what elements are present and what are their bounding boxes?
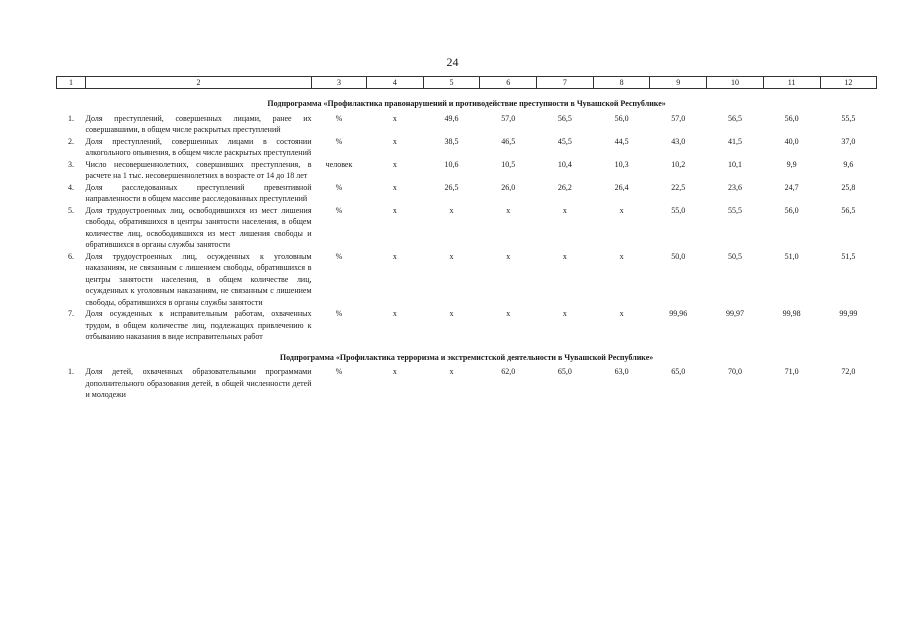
unit-cell: % <box>335 309 343 318</box>
value-cell: x <box>562 205 567 215</box>
table-body <box>57 89 877 401</box>
value-cell: 99,96 <box>669 309 688 318</box>
subprogram-heading-row <box>57 343 877 367</box>
value-cell: 24,7 <box>784 182 799 192</box>
column-header: 10 <box>707 77 764 89</box>
value-cell: x <box>449 251 454 261</box>
value-cell: 55,5 <box>727 205 742 215</box>
value-cell: 50,5 <box>727 251 742 261</box>
indicator-name: Число несовершеннолетних, совершивших преступления, в расчете на 1 тыс. несовершеннолетних в возрасте от 14 до 18 лет <box>85 159 312 180</box>
column-header: 11 <box>763 77 820 89</box>
value-cell: 99,98 <box>782 309 801 318</box>
value-cell: x <box>506 251 511 261</box>
value-cell: 51,5 <box>841 251 856 261</box>
table-row <box>57 308 877 343</box>
value-cell: 10,5 <box>501 159 516 169</box>
value-cell: 56,5 <box>841 205 856 215</box>
row-number: 1. <box>68 113 74 123</box>
column-header: 6 <box>480 77 537 89</box>
value-cell: 10,4 <box>557 159 572 169</box>
value-cell: x <box>506 205 511 215</box>
value-cell: 99,97 <box>725 309 744 318</box>
table-row <box>57 159 877 182</box>
table-row <box>57 182 877 205</box>
column-header: 12 <box>820 77 877 89</box>
value-cell: 65,0 <box>671 367 686 376</box>
value-cell: 57,0 <box>671 113 686 123</box>
value-cell: 26,5 <box>444 182 459 192</box>
value-cell: 40,0 <box>784 136 799 146</box>
row-number: 4. <box>68 182 74 192</box>
table-row <box>57 136 877 159</box>
value-cell: 41,5 <box>727 136 742 146</box>
table-row <box>57 205 877 251</box>
value-cell: x <box>562 309 567 318</box>
column-header: 8 <box>593 77 650 89</box>
value-cell: 37,0 <box>841 136 856 146</box>
value-cell: 23,6 <box>727 182 742 192</box>
unit-cell: % <box>335 113 343 123</box>
value-cell: 56,0 <box>784 113 799 123</box>
column-header: 4 <box>367 77 424 89</box>
value-cell: 56,5 <box>557 113 572 123</box>
row-number: 6. <box>68 251 74 261</box>
value-cell: 50,0 <box>671 251 686 261</box>
value-cell: 57,0 <box>501 113 516 123</box>
indicator-name: Доля детей, охваченных образовательными программами дополнительного образования детей, в общей численности детей и молодежи <box>85 367 312 399</box>
value-cell: x <box>392 159 397 169</box>
table-row <box>57 113 877 136</box>
value-cell: 72,0 <box>841 367 856 376</box>
column-header: 3 <box>312 77 367 89</box>
value-cell: 55,5 <box>841 113 856 123</box>
value-cell: x <box>392 113 397 123</box>
value-cell: 46,5 <box>501 136 516 146</box>
row-number: 1. <box>68 367 74 376</box>
value-cell: x <box>392 309 397 318</box>
column-header: 5 <box>423 77 480 89</box>
value-cell: 65,0 <box>557 367 572 376</box>
value-cell: 70,0 <box>727 367 742 376</box>
indicators-table <box>56 76 877 401</box>
unit-cell: % <box>335 251 343 261</box>
indicator-name: Доля преступлений, совершенных лицами, ранее их совершавшими, в общем числе раскрытых преступлений <box>85 113 312 134</box>
table-row <box>57 251 877 309</box>
indicator-name: Доля осужденных к исправительным работам, охваченных трудом, в общем количестве лиц, подлежащих привлечению к отбыванию наказания в виде исправительных работ <box>85 309 312 341</box>
value-cell: 43,0 <box>671 136 686 146</box>
value-cell: 9,6 <box>843 159 854 169</box>
value-cell: x <box>449 205 454 215</box>
value-cell: 38,5 <box>444 136 459 146</box>
value-cell: 9,9 <box>786 159 797 169</box>
value-cell: 26,0 <box>501 182 516 192</box>
value-cell: 56,0 <box>614 113 629 123</box>
value-cell: 99,99 <box>839 309 858 318</box>
indicator-name: Доля трудоустроенных лиц, осужденных к уголовным наказаниям, не связанным с лишением свободы, обратившихся в центры занятости населения, в общем количестве лиц, осужденных к уголовным наказаниям, не связанным с лишением свободы, обратившихся в органы службы занятости <box>85 251 312 307</box>
indicator-name: Доля преступлений, совершенных лицами в состоянии алкогольного опьянения, в общем числе раскрытых преступлений <box>85 136 312 157</box>
value-cell: 49,6 <box>444 113 459 123</box>
unit-cell: % <box>335 182 343 192</box>
unit-cell: % <box>335 136 343 146</box>
value-cell: x <box>392 205 397 215</box>
value-cell: 26,4 <box>614 182 629 192</box>
column-header: 2 <box>86 77 312 89</box>
subprogram-title: Подпрограмма «Профилактика правонарушений и противодействие преступности в Чувашской Республике» <box>267 99 666 108</box>
value-cell: 56,0 <box>784 205 799 215</box>
unit-cell: человек <box>325 159 353 169</box>
value-cell: 10,3 <box>614 159 629 169</box>
column-header: 1 <box>57 77 86 89</box>
value-cell: x <box>506 309 511 318</box>
value-cell: x <box>392 182 397 192</box>
value-cell: 71,0 <box>784 367 799 376</box>
column-header: 9 <box>650 77 707 89</box>
subprogram-title: Подпрограмма «Профилактика терроризма и экстремистской деятельности в Чувашской Республике» <box>279 352 654 362</box>
page-number: 24 <box>446 55 459 69</box>
value-cell: x <box>562 251 567 261</box>
value-cell: x <box>619 205 624 215</box>
indicator-name: Доля трудоустроенных лиц, освободившихся из мест лишения свободы, обратившихся в центры занятости населения, в общем количестве лиц, освободившихся из мест лишения свободы и обратившихся в органы службы занятости <box>85 205 312 249</box>
value-cell: 10,2 <box>671 159 686 169</box>
value-cell: 25,8 <box>841 182 856 192</box>
value-cell: x <box>392 367 397 376</box>
value-cell: 55,0 <box>671 205 686 215</box>
unit-cell: % <box>335 367 343 376</box>
subprogram-heading-row <box>57 89 877 113</box>
value-cell: x <box>449 367 454 376</box>
value-cell: x <box>619 309 624 318</box>
row-number: 5. <box>68 205 74 215</box>
column-header: 7 <box>537 77 594 89</box>
row-number: 7. <box>68 309 74 318</box>
value-cell: 62,0 <box>501 367 516 376</box>
value-cell: 26,2 <box>557 182 572 192</box>
unit-cell: % <box>335 205 343 215</box>
value-cell: 56,5 <box>727 113 742 123</box>
value-cell: 10,6 <box>444 159 459 169</box>
value-cell: x <box>449 309 454 318</box>
value-cell: 22,5 <box>671 182 686 192</box>
value-cell: 63,0 <box>614 367 629 376</box>
column-number-row <box>57 77 877 89</box>
value-cell: x <box>392 251 397 261</box>
value-cell: 51,0 <box>784 251 799 261</box>
table-row <box>57 366 877 401</box>
value-cell: 45,5 <box>557 136 572 146</box>
value-cell: x <box>619 251 624 261</box>
value-cell: x <box>392 136 397 146</box>
row-number: 2. <box>68 136 74 146</box>
indicator-name: Доля расследованных преступлений превентивной направленности в общем массиве расследованных преступлений <box>85 182 312 203</box>
row-number: 3. <box>68 159 74 169</box>
value-cell: 10,1 <box>727 159 742 169</box>
value-cell: 44,5 <box>614 136 629 146</box>
